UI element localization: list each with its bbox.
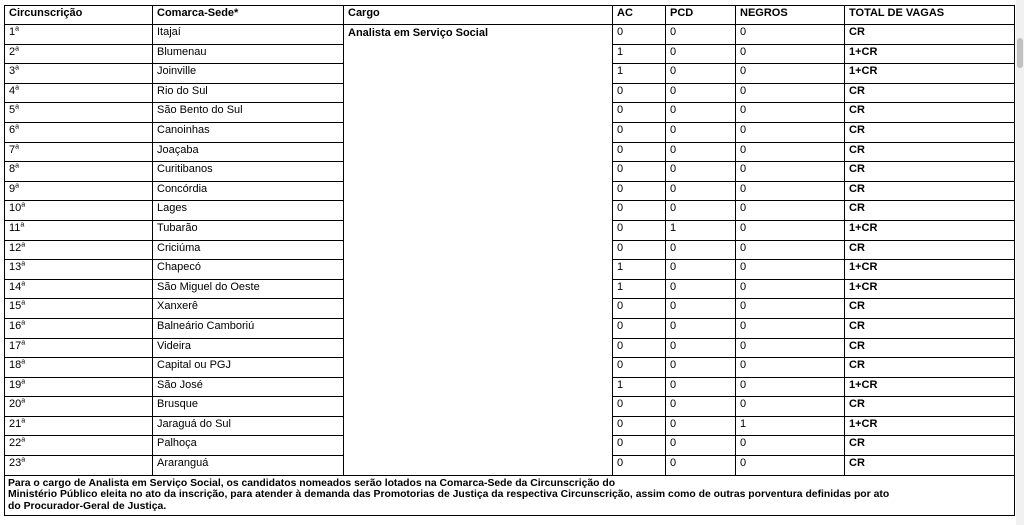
cell-negros: 0: [736, 358, 845, 378]
table-body: [5, 25, 1015, 476]
circunscricao-number: 11: [9, 221, 21, 234]
cell-ac: 0: [613, 103, 666, 123]
cell-circunscricao: [5, 142, 153, 162]
cell-pcd: 0: [666, 44, 736, 64]
cell-total-vagas: CR: [845, 142, 1015, 162]
circunscricao-number: 18: [9, 359, 22, 372]
ordinal-suffix: a: [15, 103, 20, 111]
cell-negros: 0: [736, 162, 845, 182]
cell-total-vagas: CR: [845, 83, 1015, 103]
cell-negros: 0: [736, 25, 845, 45]
cell-pcd: 0: [666, 436, 736, 456]
cell-ac: 1: [613, 260, 666, 280]
cell-circunscricao: [5, 103, 153, 123]
ordinal-suffix: a: [15, 142, 20, 150]
cell-circunscricao: [5, 220, 153, 240]
cell-negros: 0: [736, 377, 845, 397]
ordinal-suffix: a: [15, 25, 20, 33]
cell-negros: 0: [736, 103, 845, 123]
circunscricao-number: 8: [9, 163, 16, 176]
cell-pcd: 0: [666, 299, 736, 319]
cell-comarca: Palhoça: [153, 436, 344, 456]
cell-negros: 0: [736, 436, 845, 456]
cell-negros: 0: [736, 201, 845, 221]
cell-total-vagas: CR: [845, 299, 1015, 319]
circunscricao-number: 19: [9, 378, 22, 391]
circunscricao-number: 10: [9, 202, 22, 215]
cell-total-vagas: 1+CR: [845, 279, 1015, 299]
header-circunscricao: Circunscrição: [5, 6, 153, 25]
footnote-row: [5, 475, 1015, 516]
cell-comarca: Brusque: [153, 397, 344, 417]
ordinal-suffix: a: [21, 417, 26, 425]
cell-total-vagas: 1+CR: [845, 220, 1015, 240]
vertical-scrollbar[interactable]: [1016, 0, 1024, 525]
ordinal-suffix: a: [21, 378, 26, 386]
cell-ac: 0: [613, 397, 666, 417]
circunscricao-number: 7: [9, 143, 16, 156]
ordinal-suffix: a: [15, 84, 20, 92]
ordinal-suffix: a: [21, 456, 26, 464]
cell-total-vagas: CR: [845, 162, 1015, 182]
cell-ac: 0: [613, 162, 666, 182]
circunscricao-number: 22: [9, 437, 22, 450]
header-pcd: PCD: [666, 6, 736, 25]
cell-negros: 0: [736, 260, 845, 280]
cell-ac: 0: [613, 240, 666, 260]
cell-pcd: 0: [666, 201, 736, 221]
ordinal-suffix: a: [20, 221, 25, 229]
cell-total-vagas: CR: [845, 397, 1015, 417]
cell-total-vagas: CR: [845, 240, 1015, 260]
cell-pcd: 1: [666, 220, 736, 240]
cell-total-vagas: 1+CR: [845, 44, 1015, 64]
cell-negros: 0: [736, 181, 845, 201]
cell-negros: 0: [736, 456, 845, 476]
cell-comarca: Tubarão: [153, 220, 344, 240]
cell-ac: 0: [613, 436, 666, 456]
ordinal-suffix: a: [21, 338, 26, 346]
cell-circunscricao: [5, 299, 153, 319]
cell-total-vagas: CR: [845, 436, 1015, 456]
ordinal-suffix: a: [21, 240, 26, 248]
cell-negros: 0: [736, 83, 845, 103]
cell-circunscricao: [5, 377, 153, 397]
ordinal-suffix: a: [15, 44, 20, 52]
cell-circunscricao: [5, 397, 153, 417]
cell-total-vagas: CR: [845, 103, 1015, 123]
circunscricao-number: 2: [9, 45, 16, 58]
circunscricao-number: 5: [9, 104, 16, 117]
cell-negros: 0: [736, 338, 845, 358]
scrollbar-thumb[interactable]: [1017, 38, 1023, 68]
footnote-line: do Procurador-Geral de Justiça.: [8, 500, 167, 512]
cell-ac: 1: [613, 377, 666, 397]
cell-pcd: 0: [666, 122, 736, 142]
cell-comarca: Itajaí: [153, 25, 344, 45]
ordinal-suffix: a: [15, 162, 20, 170]
table-header-row: [5, 6, 1015, 25]
cell-circunscricao: [5, 25, 153, 45]
cell-pcd: 0: [666, 240, 736, 260]
cell-negros: 0: [736, 279, 845, 299]
circunscricao-number: 15: [9, 300, 22, 313]
cell-circunscricao: [5, 240, 153, 260]
cell-comarca: São Miguel do Oeste: [153, 279, 344, 299]
footnote-line: Ministério Público eleita no ato da inscrição, para atender à demanda das Promotorias de Justiça da respectiva Circunscrição, assim como de outras porventura definidas por ato: [8, 489, 890, 501]
circunscricao-number: 12: [9, 241, 22, 254]
cell-negros: 0: [736, 142, 845, 162]
circunscricao-number: 1: [9, 26, 16, 38]
cell-ac: 0: [613, 83, 666, 103]
ordinal-suffix: a: [21, 436, 26, 444]
cell-ac: 0: [613, 338, 666, 358]
cell-ac: 0: [613, 142, 666, 162]
cell-ac: 0: [613, 416, 666, 436]
header-total-vagas: TOTAL DE VAGAS: [845, 6, 1015, 25]
cell-negros: 0: [736, 318, 845, 338]
cell-negros: 0: [736, 240, 845, 260]
cell-negros: 0: [736, 64, 845, 84]
cell-comarca: Xanxerê: [153, 299, 344, 319]
cell-cargo: Analista em Serviço Social: [344, 25, 613, 476]
cell-comarca: Criciúma: [153, 240, 344, 260]
ordinal-suffix: a: [21, 299, 26, 307]
cell-circunscricao: [5, 416, 153, 436]
cell-pcd: 0: [666, 142, 736, 162]
cell-total-vagas: CR: [845, 201, 1015, 221]
circunscricao-number: 17: [9, 339, 22, 352]
cell-comarca: Joaçaba: [153, 142, 344, 162]
cell-total-vagas: CR: [845, 318, 1015, 338]
table-row: [5, 25, 1015, 45]
cell-ac: 0: [613, 201, 666, 221]
cell-negros: 1: [736, 416, 845, 436]
cell-pcd: 0: [666, 416, 736, 436]
cell-circunscricao: [5, 456, 153, 476]
cell-comarca: Curitibanos: [153, 162, 344, 182]
cell-negros: 0: [736, 397, 845, 417]
cell-ac: 0: [613, 358, 666, 378]
header-comarca-sede: Comarca-Sede*: [153, 6, 344, 25]
cell-total-vagas: 1+CR: [845, 260, 1015, 280]
cell-pcd: 0: [666, 181, 736, 201]
cell-comarca: Concórdia: [153, 181, 344, 201]
cell-circunscricao: [5, 279, 153, 299]
vacancy-table-container: [4, 5, 1014, 516]
cell-ac: 0: [613, 25, 666, 45]
cell-negros: 0: [736, 220, 845, 240]
cell-comarca: São Bento do Sul: [153, 103, 344, 123]
vacancy-table: [4, 5, 1015, 516]
cell-pcd: 0: [666, 456, 736, 476]
cell-pcd: 0: [666, 64, 736, 84]
cell-comarca: Canoinhas: [153, 122, 344, 142]
cell-pcd: 0: [666, 358, 736, 378]
cell-circunscricao: [5, 44, 153, 64]
ordinal-suffix: a: [21, 260, 26, 268]
cell-comarca: Lages: [153, 201, 344, 221]
cell-comarca: Blumenau: [153, 44, 344, 64]
cell-ac: 0: [613, 122, 666, 142]
cell-ac: 0: [613, 299, 666, 319]
cell-pcd: 0: [666, 397, 736, 417]
circunscricao-number: 3: [9, 65, 16, 78]
cell-circunscricao: [5, 64, 153, 84]
cell-comarca: Araranguá: [153, 456, 344, 476]
footnote-line: Para o cargo de Analista em Serviço Social, os candidatos nomeados serão lotados na Comarca-Sede da Circunscrição do: [8, 477, 616, 489]
circunscricao-number: 23: [9, 457, 22, 470]
cell-pcd: 0: [666, 279, 736, 299]
cell-comarca: Joinville: [153, 64, 344, 84]
ordinal-suffix: a: [15, 64, 20, 72]
cell-ac: 1: [613, 64, 666, 84]
cell-total-vagas: CR: [845, 181, 1015, 201]
cell-pcd: 0: [666, 318, 736, 338]
circunscricao-number: 9: [9, 182, 16, 195]
cell-ac: 1: [613, 44, 666, 64]
cell-comarca: Capital ou PGJ: [153, 358, 344, 378]
cell-circunscricao: [5, 201, 153, 221]
cell-comarca: São José: [153, 377, 344, 397]
cell-comarca: Videira: [153, 338, 344, 358]
footnote: [5, 475, 1015, 516]
cell-pcd: 0: [666, 83, 736, 103]
circunscricao-number: 4: [9, 84, 16, 97]
cell-negros: 0: [736, 44, 845, 64]
cell-ac: 0: [613, 456, 666, 476]
cell-circunscricao: [5, 162, 153, 182]
cell-total-vagas: CR: [845, 338, 1015, 358]
header-negros: NEGROS: [736, 6, 845, 25]
cell-circunscricao: [5, 83, 153, 103]
cell-total-vagas: CR: [845, 456, 1015, 476]
cell-pcd: 0: [666, 377, 736, 397]
cell-ac: 0: [613, 318, 666, 338]
cell-circunscricao: [5, 436, 153, 456]
ordinal-suffix: a: [21, 201, 26, 209]
ordinal-suffix: a: [21, 397, 26, 405]
cell-pcd: 0: [666, 162, 736, 182]
cell-circunscricao: [5, 358, 153, 378]
circunscricao-number: 16: [9, 319, 22, 332]
cell-pcd: 0: [666, 338, 736, 358]
cell-circunscricao: [5, 260, 153, 280]
cell-circunscricao: [5, 338, 153, 358]
circunscricao-number: 6: [9, 123, 16, 136]
cell-negros: 0: [736, 122, 845, 142]
cell-pcd: 0: [666, 260, 736, 280]
cell-circunscricao: [5, 122, 153, 142]
circunscricao-number: 21: [9, 417, 22, 430]
header-cargo: Cargo: [344, 6, 613, 25]
cell-comarca: Balneário Camboriú: [153, 318, 344, 338]
cell-pcd: 0: [666, 103, 736, 123]
cell-comarca: Jaraguá do Sul: [153, 416, 344, 436]
cell-circunscricao: [5, 181, 153, 201]
circunscricao-number: 14: [9, 280, 22, 293]
ordinal-suffix: a: [15, 182, 20, 190]
ordinal-suffix: a: [15, 123, 20, 131]
circunscricao-number: 13: [9, 261, 22, 274]
cell-total-vagas: CR: [845, 25, 1015, 45]
cell-ac: 1: [613, 279, 666, 299]
ordinal-suffix: a: [21, 358, 26, 366]
cell-negros: 0: [736, 299, 845, 319]
header-ac: AC: [613, 6, 666, 25]
cell-circunscricao: [5, 318, 153, 338]
cell-total-vagas: CR: [845, 358, 1015, 378]
cell-total-vagas: 1+CR: [845, 416, 1015, 436]
cell-comarca: Rio do Sul: [153, 83, 344, 103]
cell-comarca: Chapecó: [153, 260, 344, 280]
cell-total-vagas: CR: [845, 122, 1015, 142]
cell-total-vagas: 1+CR: [845, 377, 1015, 397]
circunscricao-number: 20: [9, 398, 22, 411]
cell-ac: 0: [613, 181, 666, 201]
cell-total-vagas: 1+CR: [845, 64, 1015, 84]
ordinal-suffix: a: [21, 319, 26, 327]
cell-ac: 0: [613, 220, 666, 240]
ordinal-suffix: a: [21, 280, 26, 288]
cell-pcd: 0: [666, 25, 736, 45]
